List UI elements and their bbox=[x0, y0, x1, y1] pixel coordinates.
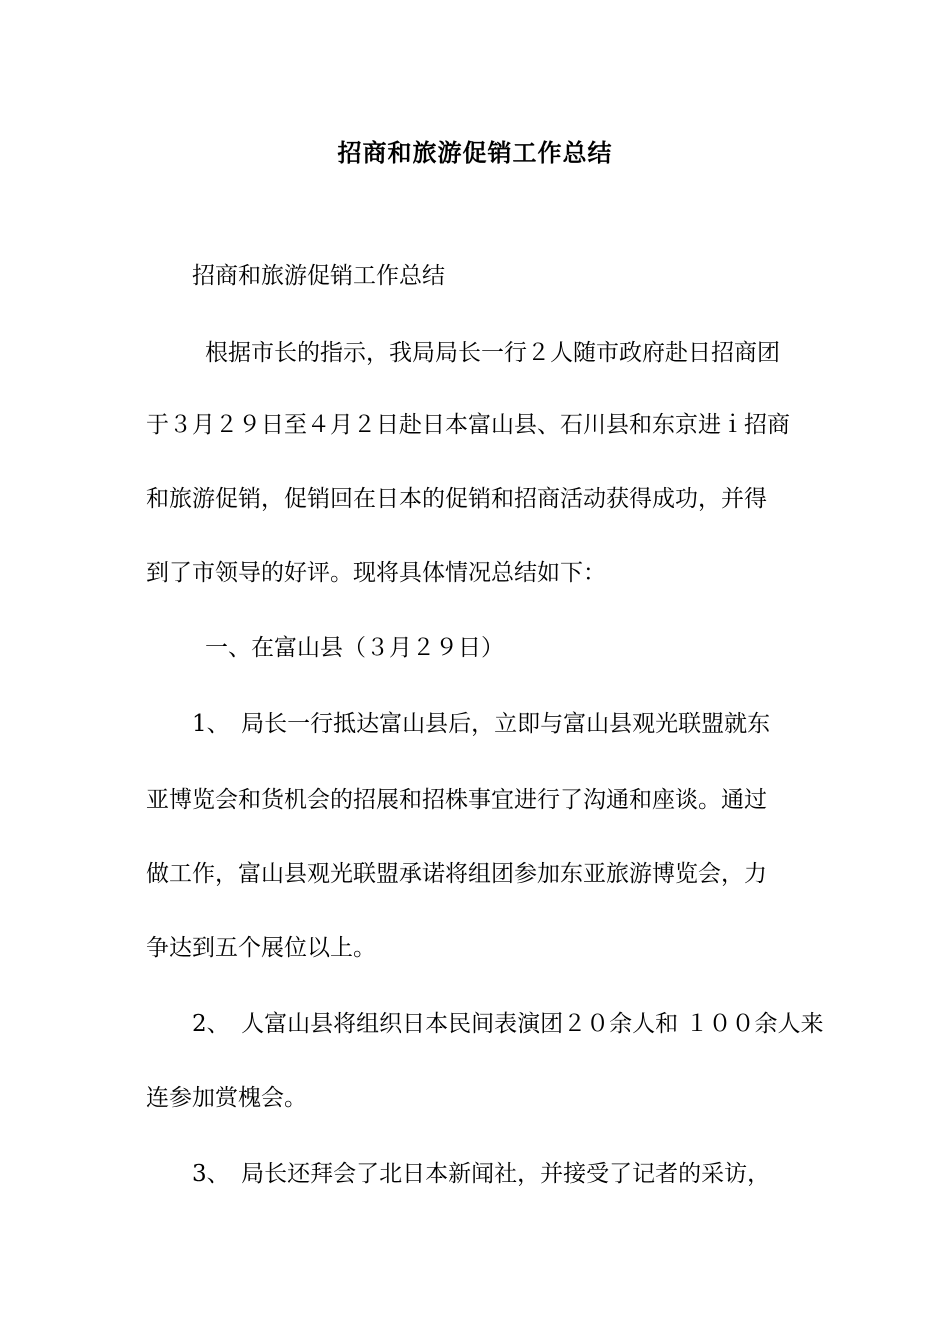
subtitle-line: 招商和旅游促销工作总结 bbox=[192, 263, 445, 289]
list-item-line: 2、 人富山县将组织日本民间表演团２０余人和 １００余人来 bbox=[192, 1011, 824, 1037]
paragraph-line: 争达到五个展位以上。 bbox=[146, 935, 376, 961]
paragraph-line: 亚博览会和货机会的招展和招株事宜进行了沟通和座谈。通过 bbox=[146, 787, 767, 813]
document-title: 招商和旅游促销工作总结 bbox=[337, 138, 613, 167]
paragraph-line: 和旅游促销，促销回在日本的促销和招商活动获得成功，并得 bbox=[146, 486, 767, 512]
paragraph-line: 根据市长的指示，我局局长一行２人随市政府赴日招商团 bbox=[205, 340, 780, 366]
list-item-line: 1、 局长一行抵达富山县后，立即与富山县观光联盟就东 bbox=[192, 711, 771, 737]
list-item-line: 3、 局长还拜会了北日本新闻社，并接受了记者的采访， bbox=[192, 1161, 771, 1187]
section-heading: 一、在富山县（３月２９日） bbox=[205, 635, 504, 661]
paragraph-line: 到了市领导的好评。现将具体情况总结如下： bbox=[146, 560, 606, 586]
paragraph-line: 连参加赏槐会。 bbox=[146, 1085, 307, 1111]
paragraph-line: 于３月２９日至４月２日赴日本富山县、石川县和东京进ｉ招商 bbox=[146, 412, 790, 438]
paragraph-line: 做工作，富山县观光联盟承诺将组团参加东亚旅游博览会，力 bbox=[146, 861, 767, 887]
